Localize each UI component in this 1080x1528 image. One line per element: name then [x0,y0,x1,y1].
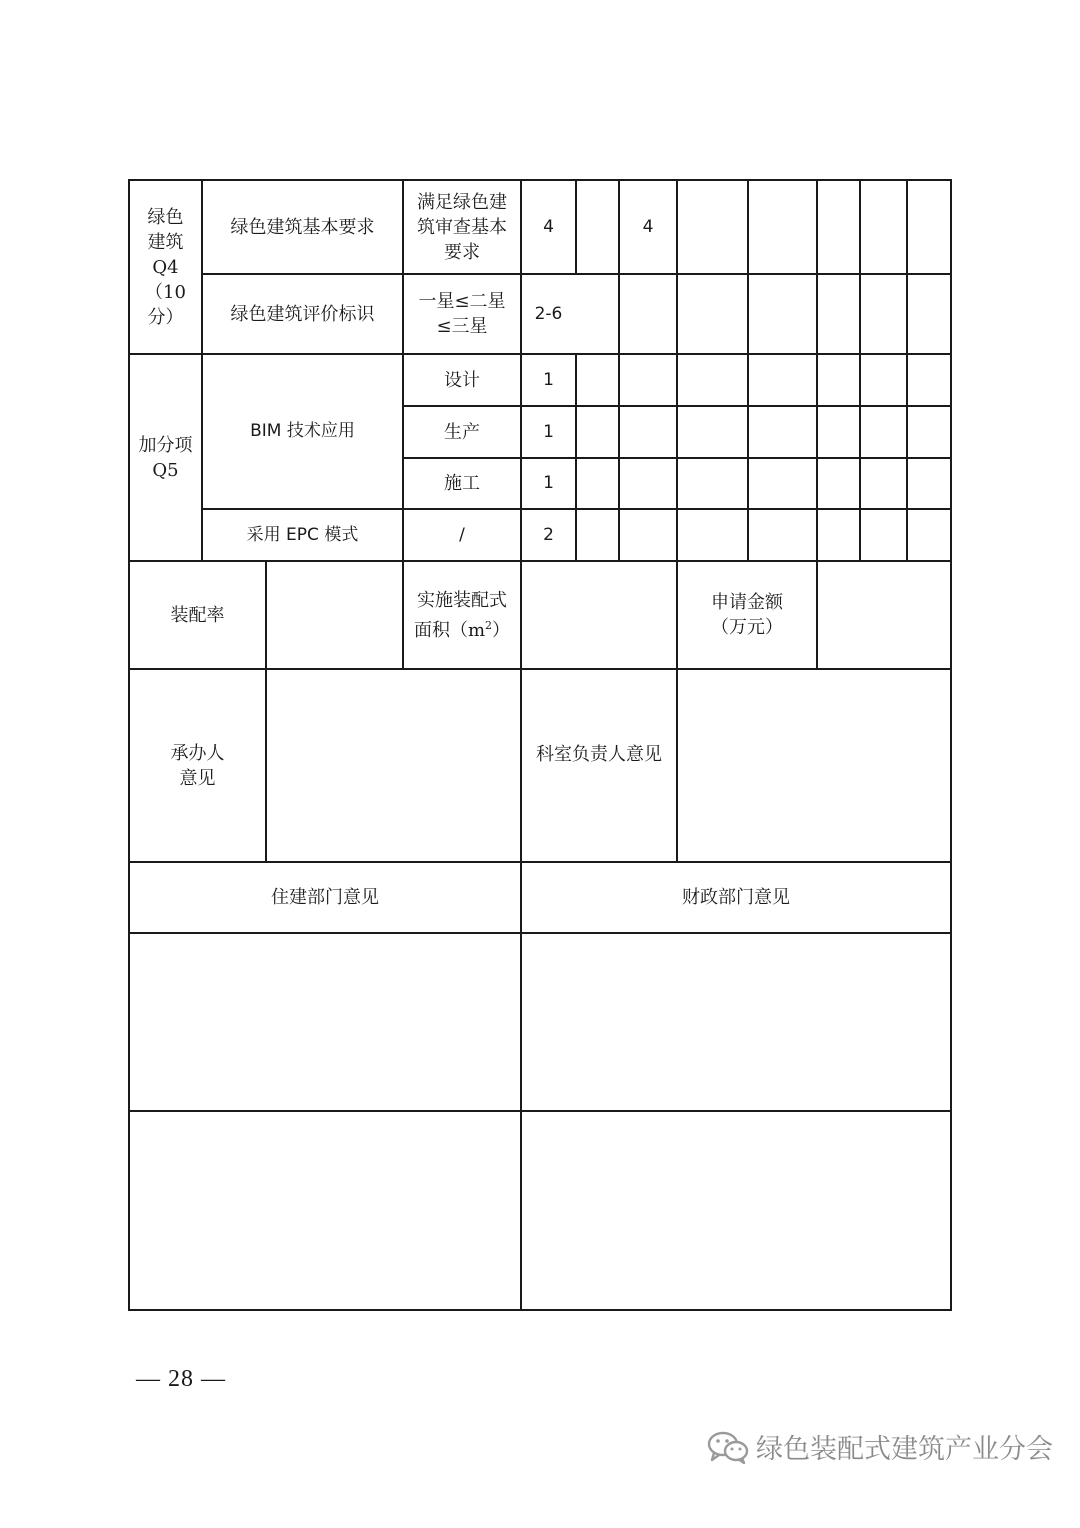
watermark [706,1427,1053,1466]
watermark-text: 绿色装配式建筑产业分会 [756,1434,1053,1465]
green-basic-score-2: 4 [642,216,654,237]
finance-dept-opinion-label: 财政部门意见 [682,887,790,908]
page-number: — 28 — [136,1366,226,1392]
apply-amount-label: 申请金额 （万元） [711,592,783,638]
assembly-rate-label: 装配率 [170,604,225,626]
green-basic-standard: 满足绿色建 筑审查基本 要求 [417,191,507,263]
green-evaluation-standard: 一星≤二星 ≤三星 [418,291,506,337]
bim-design: 设计 [444,369,480,391]
assembly-area-line2: 面积$(m^2)$ [413,618,511,641]
handler-opinion-label: 承办人 意见 [170,742,225,789]
bim-production-score: 1 [543,421,554,442]
wechat-icon [706,1429,750,1465]
epc-standard: / [459,524,465,545]
epc-label: 采用 EPC 模式 [246,524,359,545]
bim-label: BIM 技术应用 [250,421,355,441]
assembly-area-line1: 实施装配式 [417,589,507,611]
bim-construction-score: 1 [543,473,554,493]
housing-dept-opinion-label: 住建部门意见 [271,887,379,908]
section-head-opinion-label: 科室负责人意见 [536,743,662,765]
epc-score: 2 [543,524,554,545]
green-basic-score: 4 [543,216,554,237]
bim-production: 生产 [444,421,480,443]
assembly-area-label [404,562,520,668]
green-evaluation-label: 绿色建筑评价标识 [230,303,375,325]
green-basic-requirement: 绿色建筑基本要求 [230,216,375,238]
green-building-label: 绿色 建筑 Q4 （10 分） [145,206,186,328]
green-evaluation-score: 2-6 [534,303,563,324]
bim-design-score: 1 [543,369,554,390]
bonus-label: 加分项 Q5 [138,434,193,481]
bim-construction: 施工 [444,473,480,494]
